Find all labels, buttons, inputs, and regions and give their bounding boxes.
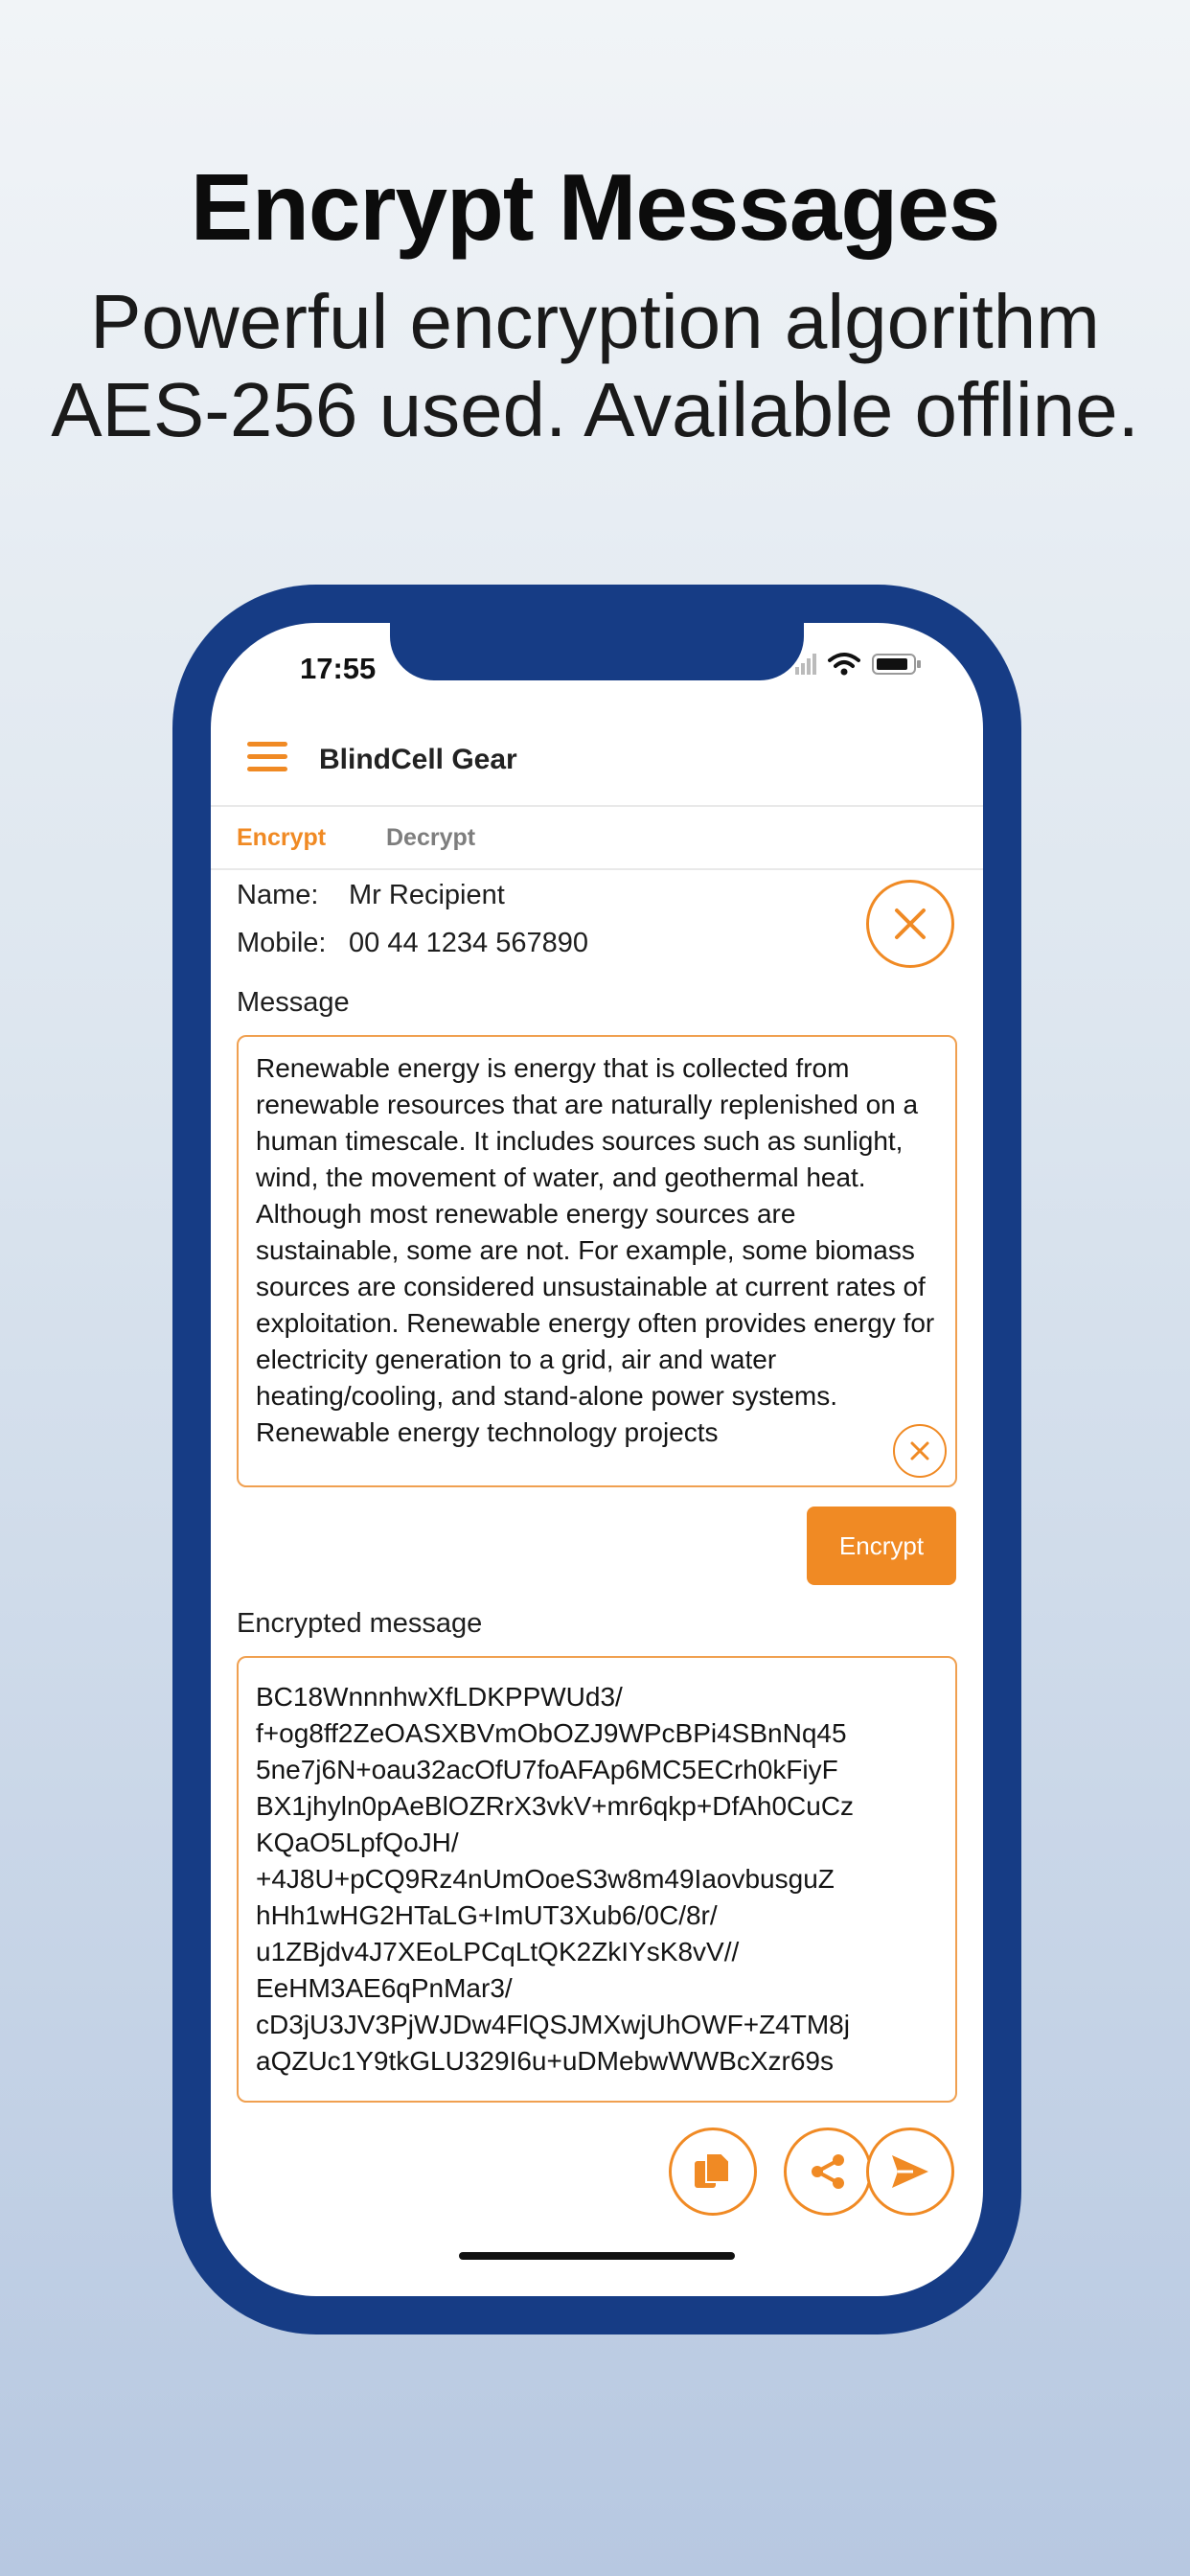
clear-message-button[interactable] bbox=[893, 1424, 947, 1478]
encrypted-message-output[interactable]: BC18WnnnhwXfLDKPPWUd3/ f+og8ff2ZeOASXBVmObOZJ9WPcBPi4SBnNq45 5ne7j6N+oau32acOfU7foAFAp6MC5ECrh0kFiyF BX1jhyln0pAeBlOZRrX3vkV+mr6qkp+DfAh0CuCz KQaO5LpfQoJH/ +4J8U+pCQ9Rz4nUmOoeS3w8m49IaovbusguZ hHh1wHG2HTaLG+ImUT3Xub6/0C/8r/ u1ZBjdv4J7XEoLPCqLtQK2ZkIYsK8vV// EeHM3AE6qPnMar3/ cD3jU3JV3PjWJDw4FlQSJMXwjUhOWF+Z4TM8j aQZUc1Y9tkGLU329I6u+uDMebwWWBcXzr69s bbox=[237, 1656, 957, 2103]
signal-icon bbox=[795, 654, 816, 675]
phone-screen bbox=[211, 623, 983, 2296]
share-icon bbox=[806, 2150, 850, 2194]
close-icon bbox=[909, 1440, 930, 1461]
notch bbox=[390, 623, 804, 680]
message-input[interactable]: Renewable energy is energy that is collected from renewable resources that are naturally replenished on a human timescale. It includes sources such as sunlight, wind, the movement of water, and geothermal heat. Although most renewable energy sources are sustainable, some are not. For example, some biomass sources are considered unsustainable at current rates of exploitation. Renewable energy often provides energy for electricity generation to a grid, air and water heating/cooling, and stand-alone power systems. Renewable energy technology projects bbox=[237, 1035, 957, 1487]
clear-recipient-button[interactable] bbox=[866, 880, 954, 968]
promo-title: Encrypt Messages bbox=[190, 154, 1000, 260]
share-button[interactable] bbox=[784, 2128, 872, 2216]
phone-frame bbox=[172, 585, 1021, 2334]
home-indicator bbox=[459, 2252, 735, 2260]
promo-subtitle-line1: Powerful encryption algorithm bbox=[90, 279, 1100, 364]
tab-bar bbox=[211, 807, 983, 870]
send-button[interactable] bbox=[866, 2128, 954, 2216]
name-label: Name: bbox=[237, 880, 319, 910]
mobile-label: Mobile: bbox=[237, 928, 327, 958]
send-icon bbox=[888, 2150, 932, 2194]
recipient-mobile: 00 44 1234 567890 bbox=[349, 928, 588, 958]
message-label: Message bbox=[237, 987, 350, 1018]
tab-decrypt[interactable]: Decrypt bbox=[386, 824, 476, 851]
app-title: BlindCell Gear bbox=[319, 744, 517, 775]
encrypted-message-label: Encrypted message bbox=[237, 1608, 483, 1639]
copy-icon bbox=[691, 2150, 735, 2194]
copy-button[interactable] bbox=[669, 2128, 757, 2216]
hamburger-icon[interactable] bbox=[247, 742, 287, 774]
battery-icon bbox=[872, 652, 922, 677]
app-bar bbox=[211, 719, 983, 807]
wifi-icon bbox=[828, 652, 860, 677]
promo-subtitle-line2: AES-256 used. Available offline. bbox=[51, 367, 1139, 452]
encrypt-button[interactable]: Encrypt bbox=[807, 1506, 956, 1585]
status-icons bbox=[795, 652, 922, 677]
close-icon bbox=[893, 907, 927, 941]
status-time: 17:55 bbox=[300, 652, 377, 685]
recipient-name: Mr Recipient bbox=[349, 880, 505, 910]
tab-encrypt[interactable]: Encrypt bbox=[237, 824, 327, 851]
promo-subtitle bbox=[0, 278, 1190, 454]
